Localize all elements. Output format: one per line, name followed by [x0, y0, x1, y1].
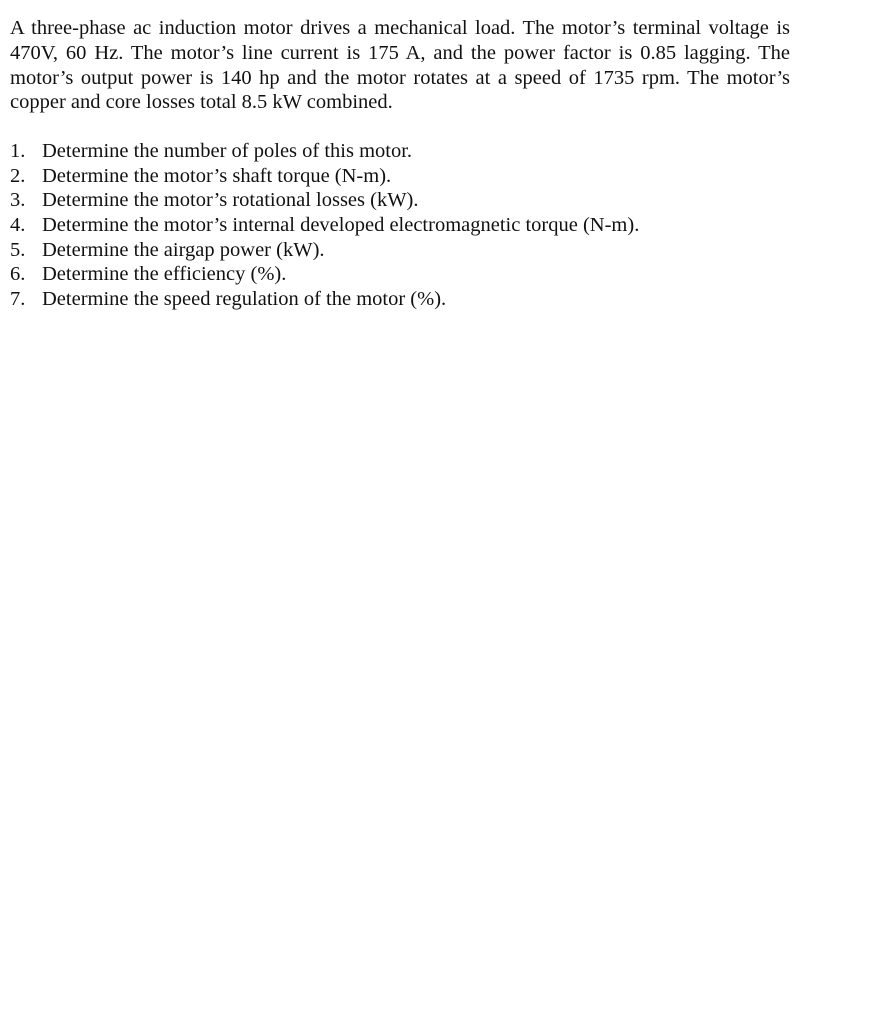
question-number: 3.	[10, 189, 26, 212]
problem-document	[10, 16, 790, 311]
question-text: Determine the motor’s rotational losses (kW).	[42, 189, 419, 212]
question-number: 7.	[10, 287, 26, 310]
question-text: Determine the efficiency (%).	[42, 263, 287, 286]
question-item	[10, 238, 790, 263]
problem-statement: A three-phase ac induction motor drives a mechanical load. The motor’s terminal voltage is 470V, 60 Hz. The motor’s line current is 175 A, and the power factor is 0.85 lagging. The motor’s output power is 140 hp and the motor rotates at a speed of 1735 rpm. The motor’s copper and core losses total 8.5 kW combined.	[10, 17, 790, 114]
question-item	[10, 287, 790, 312]
question-text: Determine the motor’s internal developed electromagnetic torque (N-m).	[42, 213, 640, 236]
question-text: Determine the speed regulation of the motor (%).	[42, 287, 447, 310]
question-number: 5.	[10, 238, 26, 261]
question-number: 2.	[10, 164, 26, 187]
question-item	[10, 262, 790, 287]
question-item	[10, 139, 790, 164]
question-text: Determine the number of poles of this motor.	[42, 140, 413, 163]
question-list	[10, 139, 790, 311]
question-number: 6.	[10, 263, 26, 286]
question-number: 4.	[10, 213, 26, 236]
question-text: Determine the motor’s shaft torque (N-m).	[42, 164, 392, 187]
question-item	[10, 164, 790, 189]
question-item	[10, 188, 790, 213]
question-item	[10, 213, 790, 238]
question-number: 1.	[10, 140, 26, 163]
question-text: Determine the airgap power (kW).	[42, 238, 325, 261]
